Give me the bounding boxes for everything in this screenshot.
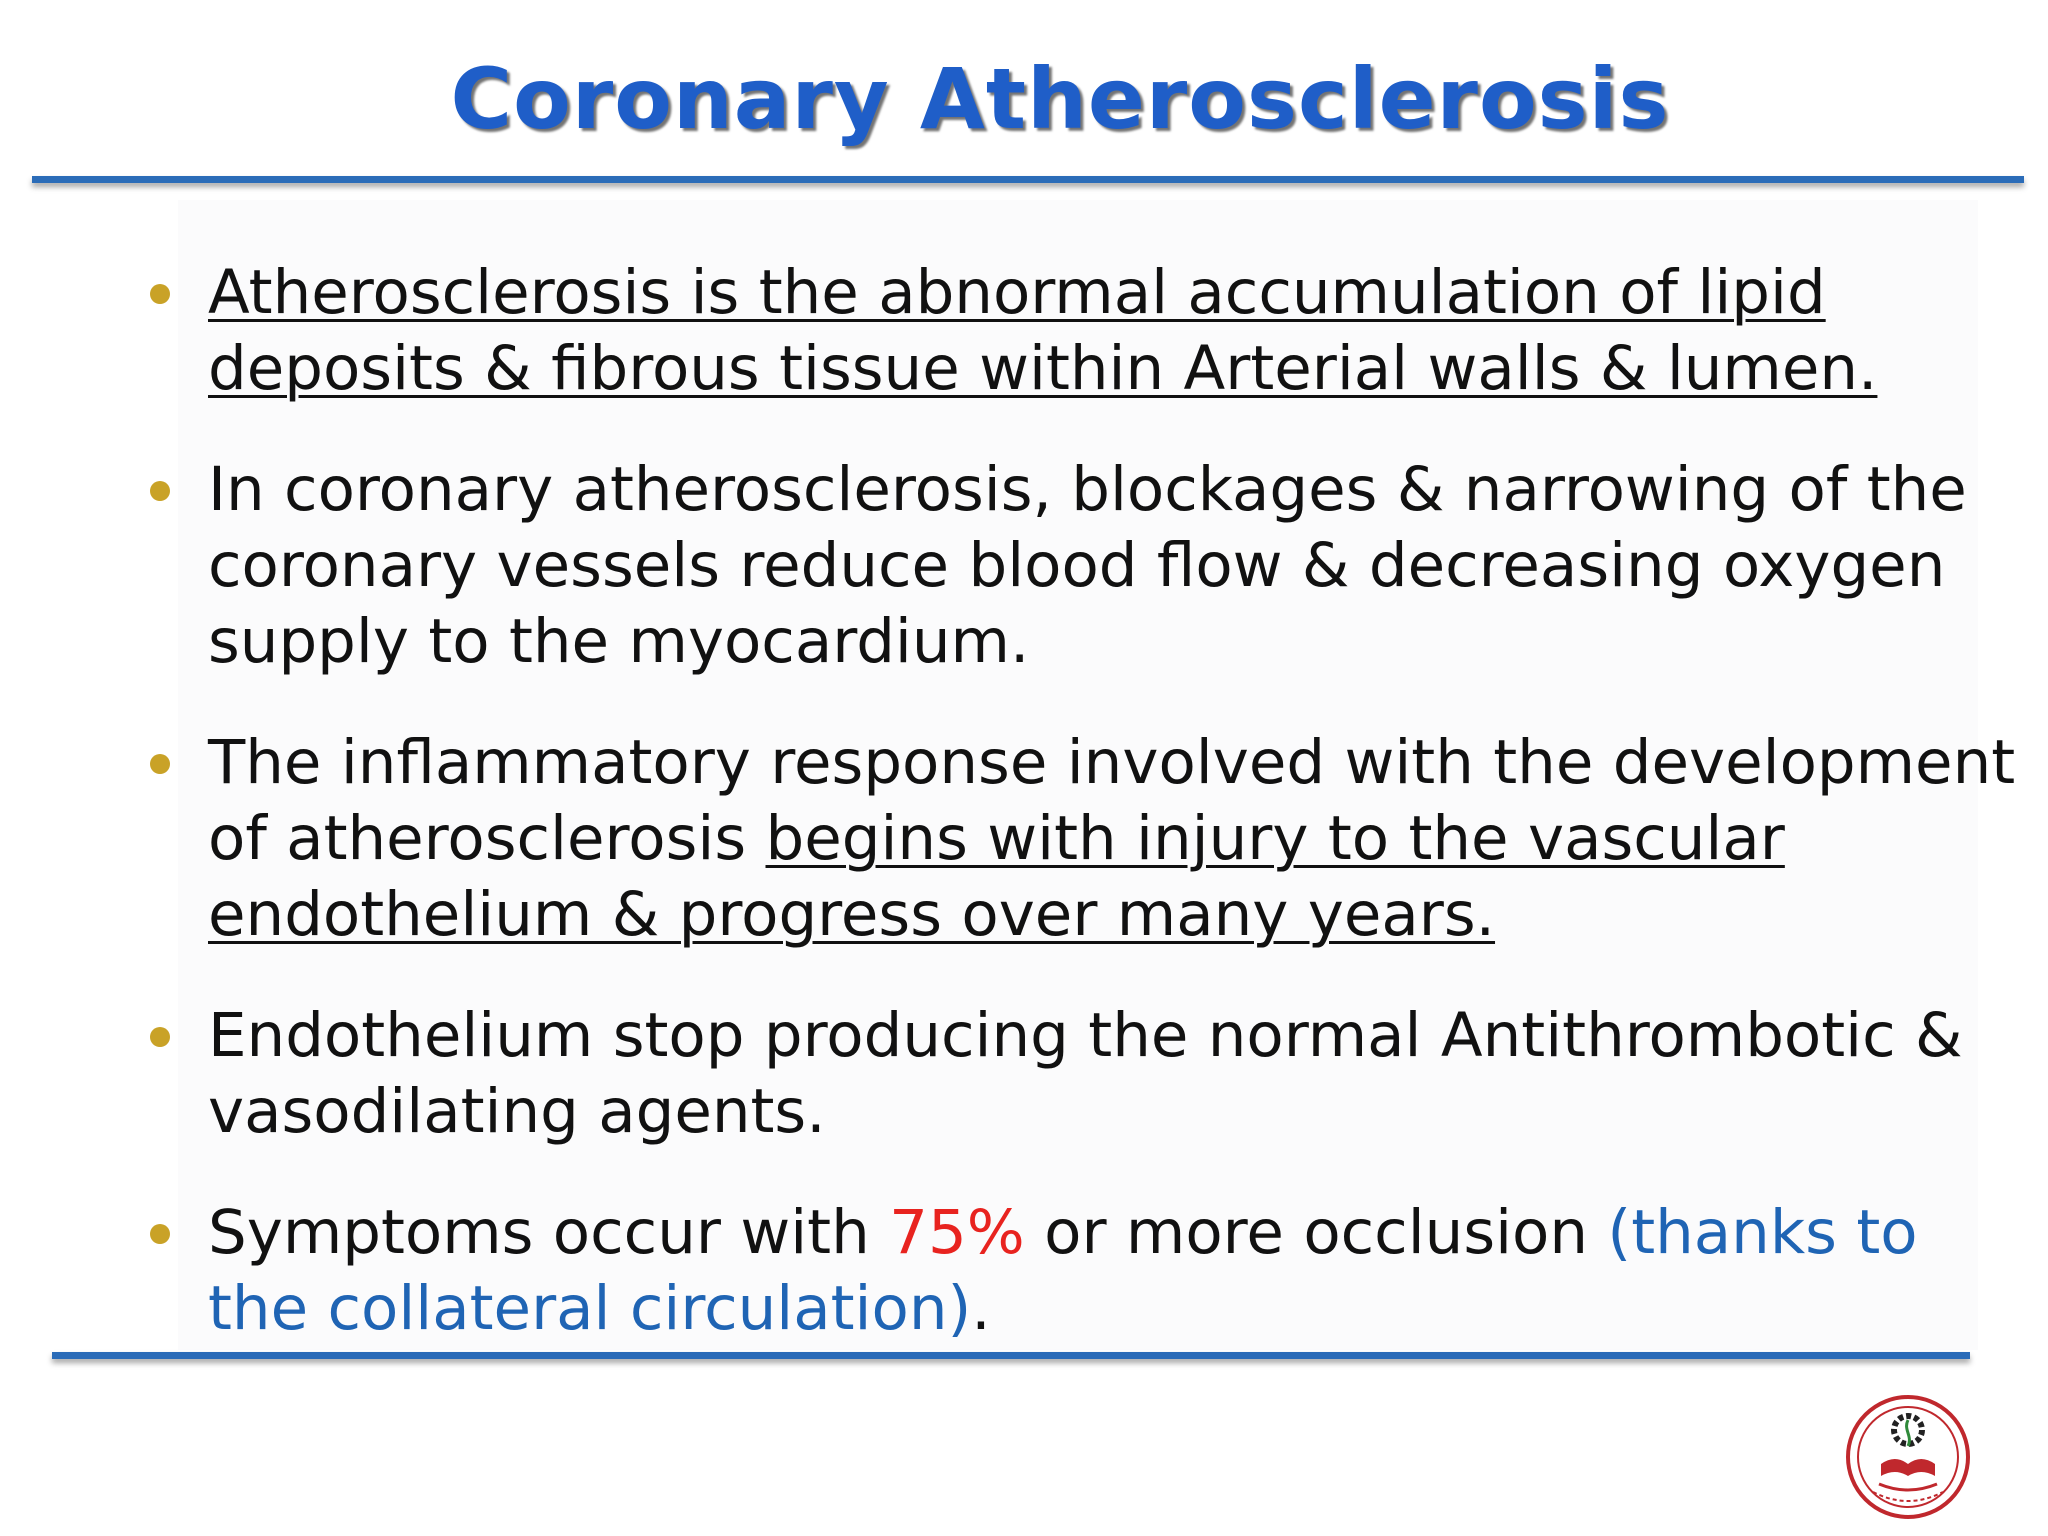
bullet-dot-icon xyxy=(150,284,170,304)
bullet-dot-icon xyxy=(150,481,170,501)
slide-title: Coronary Atherosclerosis xyxy=(450,50,1670,148)
bullet-text: Symptoms occur with xyxy=(208,1197,890,1268)
bullet-item xyxy=(148,725,2028,953)
bullet-dot-icon xyxy=(150,754,170,774)
bullet-list xyxy=(148,255,2028,1392)
bullet-text: or more occlusion xyxy=(1024,1197,1608,1268)
bullet-text: Atherosclerosis is the abnormal accumulation of lipid deposits & fibrous tissue within Arterial walls & lumen. xyxy=(208,257,1878,404)
title-divider xyxy=(32,176,2024,183)
university-seal-icon xyxy=(1843,1392,1973,1522)
bottom-divider xyxy=(52,1352,1970,1359)
bullet-item xyxy=(148,255,2028,407)
bullet-item xyxy=(148,452,2028,680)
bullet-dot-icon xyxy=(150,1224,170,1244)
bullet-dot-icon xyxy=(150,1027,170,1047)
bullet-item xyxy=(148,998,2028,1150)
bullet-text: In coronary atherosclerosis, blockages & narrowing of the coronary vessels reduce blood flow & decreasing oxygen supply to the myocardium. xyxy=(208,454,1967,677)
bullet-text: . xyxy=(971,1273,991,1344)
occlusion-percentage: 75% xyxy=(889,1197,1025,1268)
bullet-text-underlined: begins with injury to the vascular endothelium & progress over many years. xyxy=(208,803,1785,950)
bullet-text: Endothelium stop producing the normal Antithrombotic & vasodilating agents. xyxy=(208,1000,1963,1147)
bullet-text: The inflammatory response involved with the development of atherosclerosis xyxy=(208,727,2016,874)
collateral-note: (thanks to the collateral circulation) xyxy=(208,1197,1918,1344)
bullet-item xyxy=(148,1195,2028,1347)
